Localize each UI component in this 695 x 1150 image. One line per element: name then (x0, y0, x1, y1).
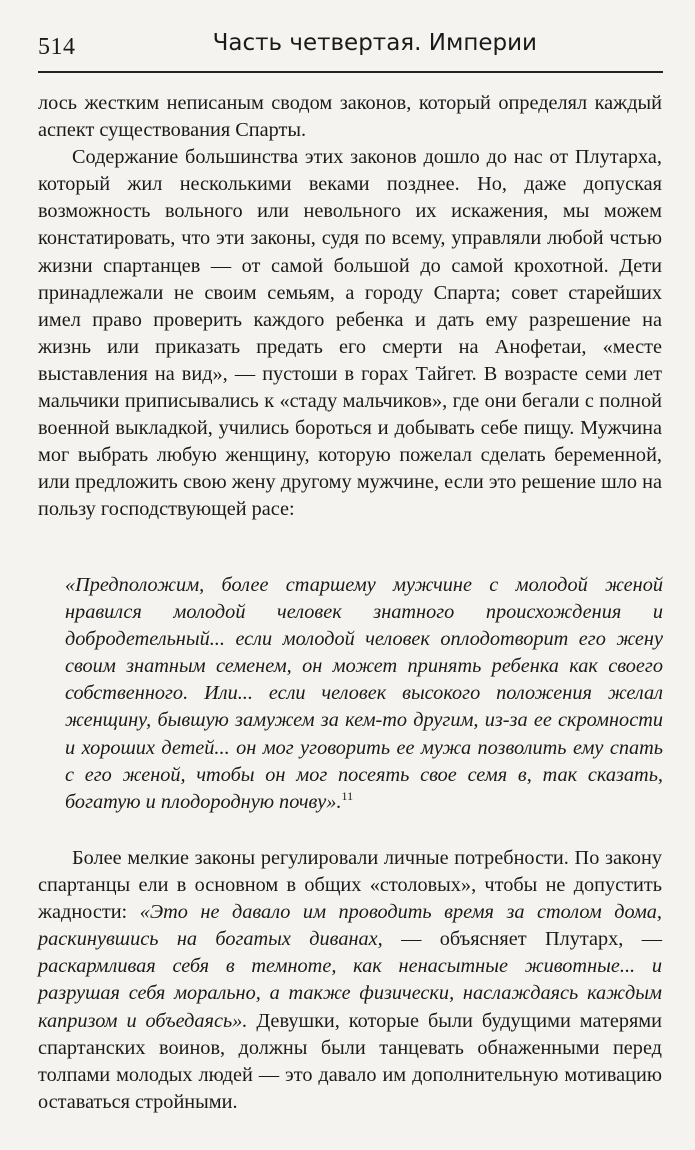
footnote-marker: 11 (341, 788, 354, 803)
paragraph-3-part-3: Девушки, которые были будущими матерями спартанских воинов, должны были танцевать обнаженными перед толпами молодых людей — это давало им дополнительную мотивацию оставаться стройными. (38, 1009, 662, 1113)
body-text-top (38, 90, 662, 524)
body-text-bottom (38, 845, 662, 1116)
block-quote (65, 572, 663, 816)
quote-text: «Предположим, более старшему мужчине с молодой женой нравился молодой человек знатного происхождения и добродетельный... если молодой человек оплодотворит его жену своим знатным семенем, он может принять ребенка как своего собственного. Или... если человек высокого положения желал женщину, бывшую замужем за кем-то другим, из-за ее скромности и хороших детей... он мог уговорить ее мужа позволить ему спать с его женой, чтобы он мог посеять свое семя в, так сказать, богатую и плодородную почву». (65, 574, 663, 813)
paragraph-plutarch: Содержание большинства этих законов дошло до нас от Плутарха, который жил несколькими веками позднее. Но, даже допуская возможность вольного или невольного их искажения, мы можем констатировать, что эти законы, судя по всему, управляли любой чстью жизни спартанцев — от самой большой до самой крохотной. Дети принадлежали не своим семьям, а городу Спарта; совет старейших имел право проверить каждого ребенка и дать ему разрешение на жизнь или приказать предать его смерти на Анофетаи, «месте выставления на вид», — пустоши в горах Тайгет. В возрасте семи лет мальчики приписывались к «стаду мальчиков», где они бегали с полной военной выкладкой, учились бороться и добывать себе пищу. Мужчина мог выбрать любую женщину, которую пожелал сделать беременной, или предложить свою жену другому мужчине, если это решение шло на пользу господствующей расе: (38, 146, 662, 521)
running-head: Часть четвертая. Империи (212, 30, 537, 56)
paragraph-minor-laws (38, 845, 662, 1116)
page-header (38, 26, 663, 66)
header-rule (38, 71, 663, 73)
quote-paragraph (65, 572, 663, 816)
paragraph-3-italic-1: «Это не давало им проводить время за столом дома, раскинувшись на богатых диванах, (38, 901, 662, 951)
paragraph-3-part-1: Более мелкие законы регулировали личные потребности. По закону спартанцы ели в основном в общих «столовых», чтобы не допустить жадности: (38, 847, 662, 924)
page-number: 514 (38, 34, 76, 60)
paragraph-3-part-2: — объясняет Плутарх, — (382, 928, 662, 951)
paragraph-3-italic-2: раскармливая себя в темноте, как ненасытные животные... и разрушая себя морально, а также физически, наслаждаясь каждым капризом и объедаясь». (38, 955, 662, 1032)
paragraph-continued: лось жестким неписаным сводом законов, который определял каждый аспект существования Спарты. (38, 92, 662, 142)
